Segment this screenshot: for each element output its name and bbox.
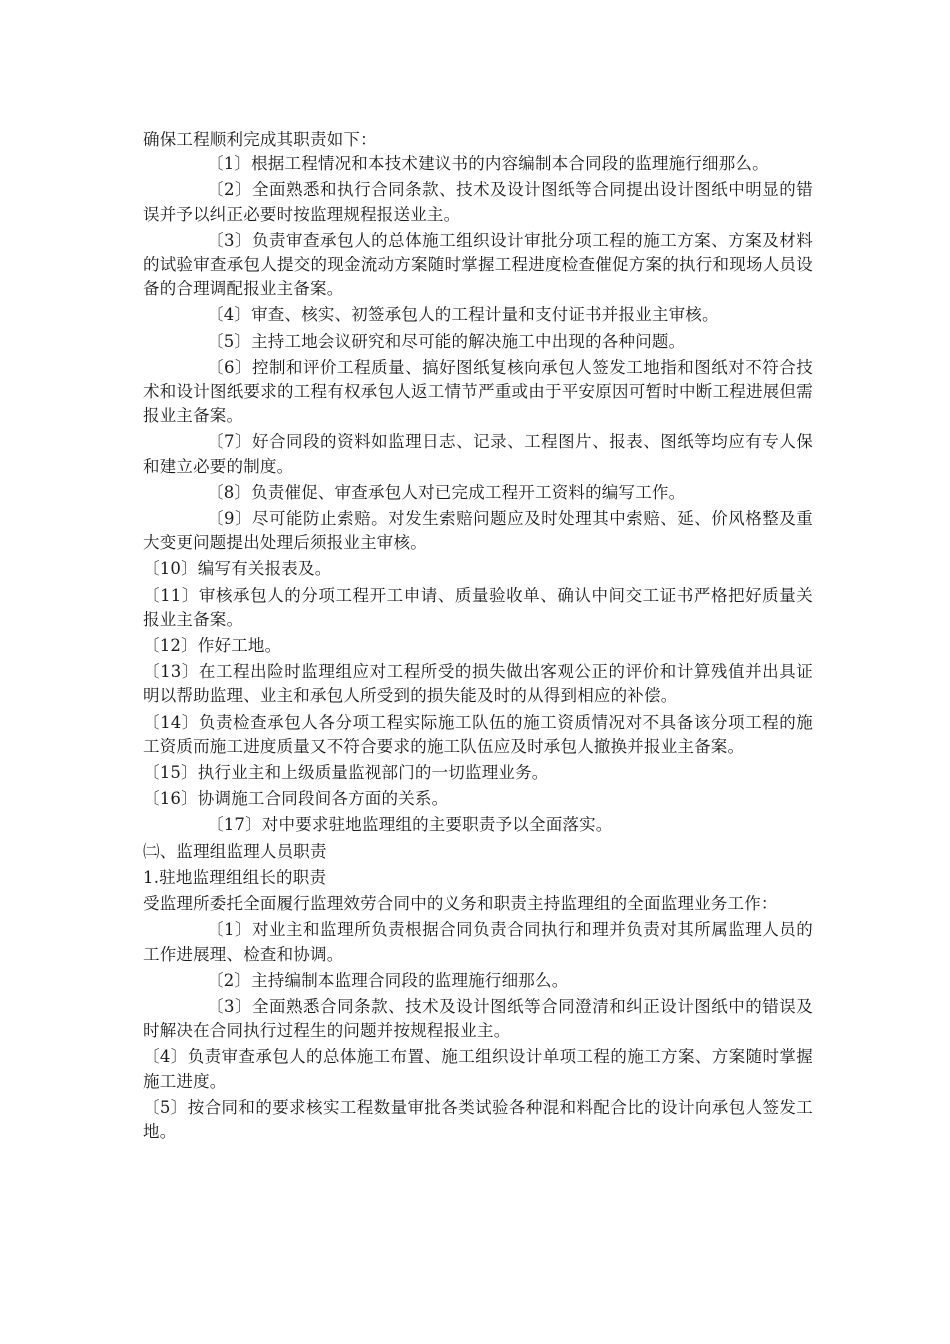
paragraph-item-14: 〔14〕负责检查承包人各分项工程实际施工队伍的施工资质情况对不具备该分项工程的施工资质而施工进度质量又不符合要求的施工队伍应及时承包人撤换并报业主备案。	[143, 712, 813, 756]
paragraph-item-17: 〔17〕对中要求驻地监理组的主要职责予以全面落实。	[207, 815, 613, 835]
paragraph-item-4: 〔4〕审查、核实、初签承包人的工程计量和支付证书并报业主审核。	[207, 305, 719, 325]
paragraph-item-8: 〔8〕负责催促、审查承包人对已完成工程开工资料的编写工作。	[207, 482, 686, 502]
paragraph-duty-5: 〔5〕按合同和的要求核实工程数量审批各类试验各种混和料配合比的设计向承包人签发工地。	[143, 1097, 813, 1141]
paragraph-duty-2: 〔2〕主持编制本监理合同段的监理施行细那么。	[207, 970, 569, 990]
paragraph-duty-3: 〔3〕全面熟悉合同条款、技术及设计图纸等合同澄清和纠正设计图纸中的错误及时解决在合同执行过程生的问题并按规程报业主。	[143, 996, 813, 1041]
paragraph-subsection-intro: 受监理所委托全面履行监理效劳合同中的义务和职责主持监理组的全面监理业务工作：	[143, 894, 778, 914]
paragraph-item-9: 〔9〕尽可能防止索赔。对发生索赔问题应及时处理其中索赔、延、价风格整及重大变更问题提出处理后须报业主审核。	[143, 509, 813, 553]
document-page	[143, 128, 813, 1144]
paragraph-duty-1: 〔1〕对业主和监理所负责根据合同负责合同执行和理并负责对其所属监理人员的工作进展理、检查和协调。	[143, 920, 813, 964]
paragraph-item-13: 〔13〕在工程出险时监理组应对工程所受的损失做出客观公正的评价和计算残值并出具证明以帮助监理、业主和承包人所受到的损失能及时的从得到相应的补偿。	[143, 662, 813, 706]
paragraph-intro: 确保工程顺利完成其职责如下：	[143, 130, 377, 149]
section-heading: ㈡、监理组监理人员职责	[143, 841, 327, 861]
paragraph-item-11: 〔11〕审核承包人的分项工程开工申请、质量验收单、确认中间交工证书严格把好质量关报业主备案。	[143, 585, 813, 629]
paragraph-item-1: 〔1〕根据工程情况和本技术建议书的内容编制本合同段的监理施行细那么。	[207, 154, 769, 174]
paragraph-item-16: 〔16〕协调施工合同段间各方面的关系。	[143, 789, 449, 809]
paragraph-item-12: 〔12〕作好工地。	[143, 636, 282, 656]
paragraph-duty-4: 〔4〕负责审查承包人的总体施工布置、施工组织设计单项工程的施工方案、方案随时掌握施工进度。	[143, 1047, 813, 1091]
paragraph-item-5: 〔5〕主持工地会议研究和尽可能的解决施工中出现的各种问题。	[207, 331, 686, 351]
paragraph-item-6: 〔6〕控制和评价工程质量、搞好图纸复核向承包人签发工地指和图纸对不符合技术和设计图纸要求的工程有权承包人返工情节严重或由于平安原因可暂时中断工程进展但需报业主备案。	[143, 357, 813, 426]
paragraph-item-10: 〔10〕编写有关报表及。	[143, 559, 332, 579]
paragraph-item-2: 〔2〕全面熟悉和执行合同条款、技术及设计图纸等合同提出设计图纸中明显的错误并予以纠正必要时按监理规程报送业主。	[143, 180, 813, 224]
paragraph-item-15: 〔15〕执行业主和上级质量监视部门的一切监理业务。	[143, 763, 549, 783]
subsection-heading: 1.驻地监理组组长的职责	[143, 867, 327, 887]
paragraph-item-3: 〔3〕负责审查承包人的总体施工组织设计审批分项工程的施工方案、方案及材料的试验审查承包人提交的现金流动方案随时掌握工程进度检查催促方案的执行和现场人员设备的合理调配报业主备案。	[143, 230, 813, 299]
paragraph-item-7: 〔7〕好合同段的资料如监理日志、记录、工程图片、报表、图纸等均应有专人保和建立必要的制度。	[143, 432, 813, 476]
